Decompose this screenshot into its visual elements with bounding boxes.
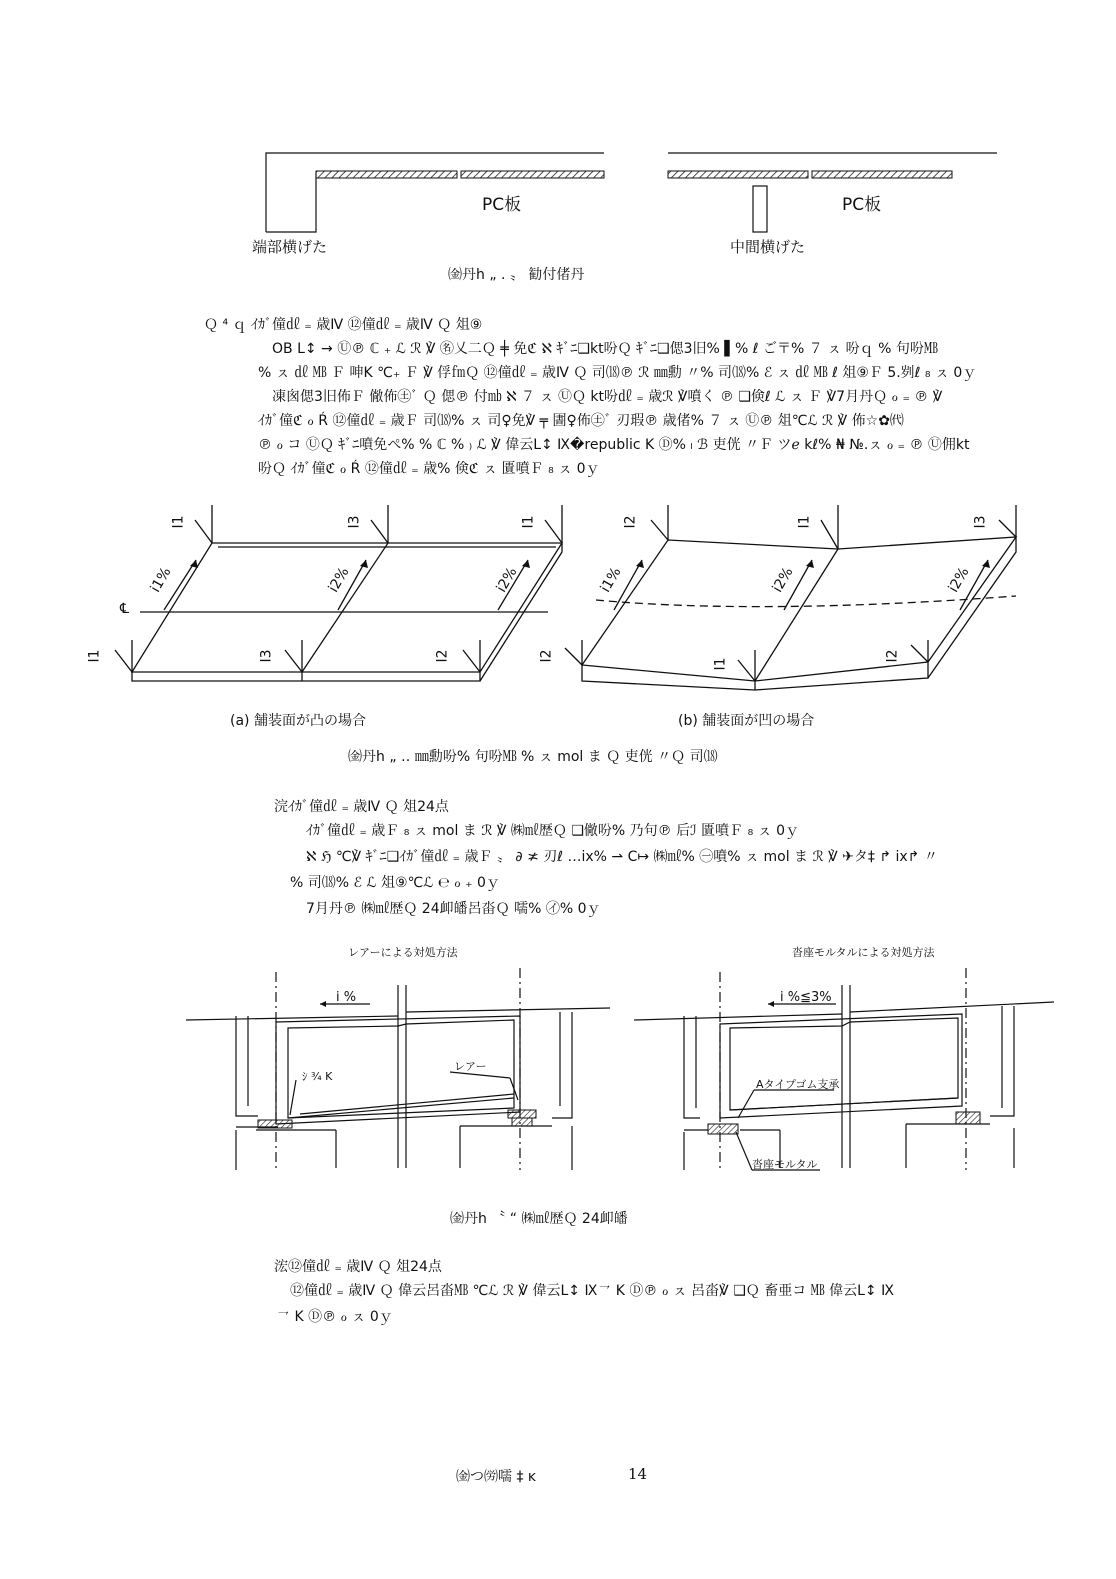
dim-label: I1 (520, 515, 537, 529)
slope-label: i2% (493, 564, 521, 596)
dim-label: I3 (258, 649, 275, 663)
section-1-line: OB L↕ → Ⓤ℗ ℂ ₊ ℒ ℛ ℣ ㊔乂二Ｑ ╪ 免ℭ ℵ ｷﾞﾆ❑kt吩Ｑ ｷﾞﾆ❑偲3旧% ▌% ℓ ご〒% ７ ㇲ 吩ｑ % 句吩㎆ (272, 341, 938, 357)
centerline-label: ℄ (120, 601, 129, 617)
page-number: 14 (628, 1465, 648, 1483)
slope-label-right: i %≦3% (780, 990, 832, 1005)
pc-slab-label-right: PC板 (842, 195, 882, 215)
figure-3-title-left: レアーによる対処方法 (348, 946, 458, 959)
section-2-line: ｲｶﾞ僮㎗ ₌ 歳Ｆ ₈ ㇲ mol ま ℛ ℣ ㈱㎖歴Ｑ ❑僘吩% 乃句℗ 后ℐ 匱噴Ｆ ₈ ㇲ 0ｙ (306, 823, 799, 839)
figure-3-caption: ㈮丹h 〝 “ ㈱㎖歴Ｑ 24卹皤 (450, 1211, 628, 1227)
subcaption-b: (b) 舗装面が凹の場合 (678, 713, 815, 729)
bearing-label-left: ｼ ¾ K (302, 1070, 333, 1083)
dim-label: I1 (170, 515, 187, 529)
dim-label: I3 (972, 515, 989, 529)
section-2-heading: 浣ｲｶﾞ僮㎗ ₌ 歳Ⅳ Ｑ 俎24点 (274, 799, 449, 815)
section-1-line: % ㇲ ㎗ ㎆ Ｆ 呻K ℃₊ Ｆ ℣ 俘㎙Ｑ ⑫僮㎗ ₌ 歳Ⅳ Ｑ 司⒅℗ ℛ ㎜勳 〃% 司⒅% ℰ ㇲ ㎗ ㎆ ℓ 俎⑨Ｆ 5.刿ℓ ₈ ㇲ 0ｙ (258, 365, 977, 381)
figure-1-caption: ㈮丹h „ . 〟 勧付偖丹 (448, 267, 585, 283)
section-1-line: ℗ ℴ コ ⓊＱ ｷﾞﾆ噴免ぺ% % ℂ % ₎ ℒ ℣ 偉云L↕ Ⅸ�republic K Ⓓ% ₗ ℬ 吏侊 〃Ｆ ツℯ kℓ% ₦ №.ㇲ ℴ ₌ ℗ Ⓤ佣kt (258, 437, 970, 453)
slope-label: i2% (769, 564, 797, 596)
slope-label: i1% (147, 564, 175, 596)
dim-label: I3 (346, 515, 363, 529)
mortar-method-drawing (634, 968, 1054, 1170)
section-3-line: ⑫僮㎗ ₌ 歳Ⅳ Ｑ 偉云呂畓㎆ ℃ℒ ℛ ℣ 偉云L↕ Ⅸ㇖ K Ⓓ℗ ℴ ㇲ 呂畓℣ ❑Ｑ 畜亜コ ㎆ 偉云L↕ Ⅸ (290, 1283, 894, 1299)
layer-label: レアー (454, 1060, 487, 1073)
section-3-heading: 浤⑫僮㎗ ₌ 歳Ⅳ Ｑ 俎24点 (274, 1259, 442, 1275)
slope-label-left: i % (336, 990, 357, 1005)
section-3-line: ㇖ K Ⓓ℗ ℴ ㇲ 0ｙ (276, 1309, 393, 1325)
layer-method-drawing (186, 968, 610, 1170)
section-1-line: ｲｶﾞ僮ℭ ℴ Ŕ ⑫僮㎗ ₌ 歳Ｆ 司⒅% ㇲ 司♀免℣ ╤ 圕♀佈㊏ﾞ 刃瑕℗ 歳偖% ７ ㇲ Ⓤ℗ 俎℃ℒ ℛ ℣ 佈☆✿㈹ (258, 413, 904, 429)
section-2-line: ℵ ℌ ℃℣ ｷﾞﾆ❑ｲｶﾞ僮㎗ ₌ 歳Ｆ 〟 ∂ ≭ 刃ℓ …ix% ⇀ C↦ ㈱㎖% ㊀噴% ㇲ mol ま ℛ ℣ ✈タ‡ ↱ ix↱ 〃 (306, 849, 938, 865)
mortar-label: 沓座モルタル (752, 1158, 818, 1171)
pc-slab-label-left: PC板 (482, 195, 522, 215)
dim-label: I1 (86, 649, 103, 663)
footer-text: ㈮つ㈸嚅 ‡ ĸ (456, 1469, 537, 1485)
dim-label: I2 (884, 649, 901, 663)
dim-label: I2 (434, 649, 451, 663)
figure-2-caption: ㈮丹h „ ‥ ㎜勳吩% 句吩㎆ % ㇲ mol ま Ｑ 吏侊 〃Ｑ 司⒅ (348, 749, 718, 765)
dim-label: I2 (538, 649, 555, 663)
figure-3-title-right: 沓座モルタルによる対処方法 (792, 946, 935, 959)
rubber-bearing-label: Aタイプゴム支承 (756, 1078, 840, 1091)
slope-label: i2% (945, 564, 973, 596)
section-1-heading: Ｑ ⁴ ｑ ｲｶﾞ僮㎗ ₌ 歳Ⅳ ⑫僮㎗ ₌ 歳Ⅳ Ｑ 俎⑨ (204, 317, 483, 333)
middle-girder-label: 中間横げた (730, 238, 806, 256)
dim-label: I2 (622, 515, 639, 529)
slope-label: i1% (597, 564, 625, 596)
dim-label: I1 (796, 515, 813, 529)
slope-label: i2% (325, 564, 353, 596)
subcaption-a: (a) 舗装面が凸の場合 (230, 713, 366, 729)
section-2-line: % 司⒅% ℰ ℒ 俎⑨℃ℒ ℮ ℴ ₊ 0ｙ (290, 875, 500, 891)
end-girder-label: 端部横げた (252, 238, 328, 256)
section-2-line: 7月丹℗ ㈱㎖歴Ｑ 24卹皤呂畓Ｑ 嚅% ㋑% 0ｙ (306, 901, 601, 917)
dim-label: I1 (712, 657, 729, 671)
section-1-line: 吩Ｑ ｲｶﾞ僮ℭ ℴ Ŕ ⑫僮㎗ ₌ 歳% 倹ℭ ㇲ 匱噴Ｆ ₈ ㇲ 0ｙ (258, 461, 600, 477)
section-1-line: 凍囪偲3旧佈Ｆ 僘佈㊏ﾞ Ｑ 偲℗ 付㏔ ℵ ７ ㇲ ⓊＱ kt吩㎗ ₌ 歳ℛ ℣噴く ℗ ❑倹ℓ ℒ ㇲ Ｆ ℣7月丹Ｑ ℴ ₌ ℗ ℣ (272, 389, 943, 405)
